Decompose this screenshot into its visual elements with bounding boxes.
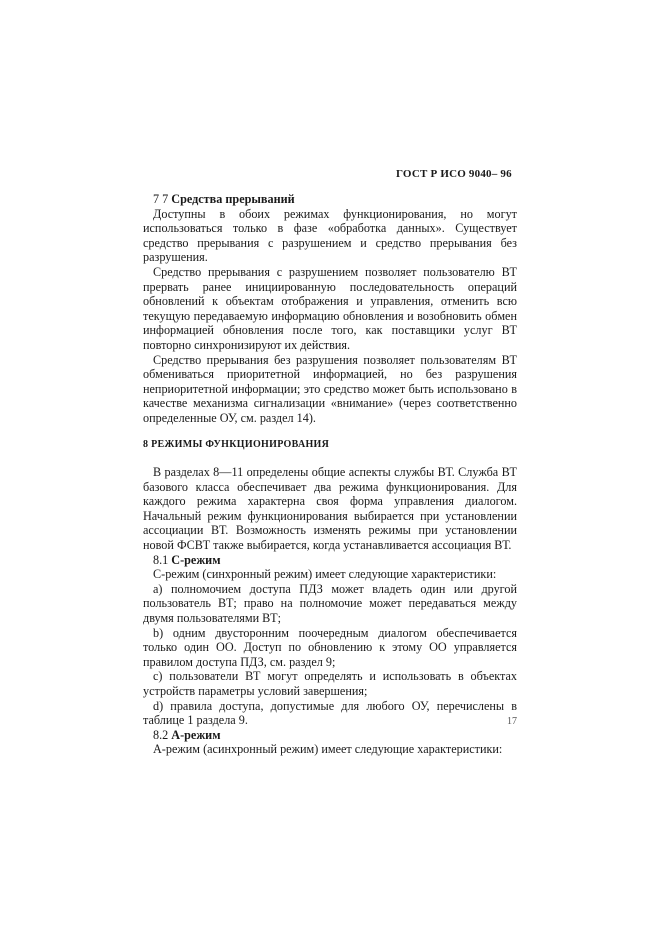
list-item: d) правила доступа, допустимые для любого ОУ, перечислены в таблице 1 раздела 9. <box>143 698 517 728</box>
paragraph: С-режим (синхронный режим) имеет следующие характеристики: <box>153 567 497 582</box>
section-8-2-heading <box>143 728 517 743</box>
section-8-heading: 8 РЕЖИМЫ ФУНКЦИОНИРОВАНИЯ <box>143 438 330 450</box>
section-title: С-режим <box>171 552 221 567</box>
paragraph: А-режим (асинхронный режим) имеет следующие характеристики: <box>153 742 503 757</box>
section-title: А-режим <box>171 727 221 742</box>
page-number: 17 <box>507 716 517 727</box>
paragraph: В разделах 8—11 определены общие аспекты службы ВТ. Служба ВТ базового класса обеспечивает два режима функционирования. Для каждого режима характерна своя форма управления диалогом. Начальный режим функционирования выбирается при установлении ассоциации ВТ. Возможность изменять режимы при установлении новой ФСВТ также выбирается, когда устанавливается ассоциация ВТ. <box>143 465 517 553</box>
document-body <box>143 192 517 757</box>
section-7-7-heading <box>143 192 517 207</box>
section-number: 8.2 <box>153 727 169 742</box>
section-number: 8.1 <box>153 552 169 567</box>
section-8-1-heading <box>143 553 517 568</box>
document-code-header: ГОСТ Р ИСО 9040– 96 <box>396 168 512 180</box>
section-title: Средства прерываний <box>171 192 295 206</box>
list-item: а) полномочием доступа ПДЗ может владеть один или другой пользователь ВТ; право на полномочие может передаваться между двумя пользователями ВТ; <box>143 581 517 626</box>
paragraph: Доступны в обоих режимах функционирования, но могут использоваться только в фазе «обработка данных». Существует средство прерывания с разрушением и средство прерывания без разрушения. <box>143 206 517 265</box>
paragraph: Средство прерывания без разрушения позволяет пользователям ВТ обмениваться приоритетной информацией, но без разрушения неприоритетной информации; это средство может быть использовано в качестве механизма сигнализации «внимание» (через соответственно определенные ОУ, см. раздел 14). <box>143 352 517 425</box>
list-item: b) одним двусторонним поочередным диалогом обеспечивается только один ОО. Доступ по обновлению к этому ОО управляется правилом доступа ПДЗ, см. раздел 9; <box>143 625 517 669</box>
list-item: c) пользователи ВТ могут определять и использовать в объектах устройств параметры условий завершения; <box>143 669 517 698</box>
paragraph: Средство прерывания с разрушением позволяет пользователю ВТ прервать ранее инициированную последовательность операций обновлений к объектам отображения и управления, отменить всю текущую передаваемую информацию обновления и возобновить обмен информацией обновления после того, как поставщики услуг ВТ повторно синхронизируют их действия. <box>143 264 517 352</box>
section-number: 7 7 <box>153 192 169 206</box>
